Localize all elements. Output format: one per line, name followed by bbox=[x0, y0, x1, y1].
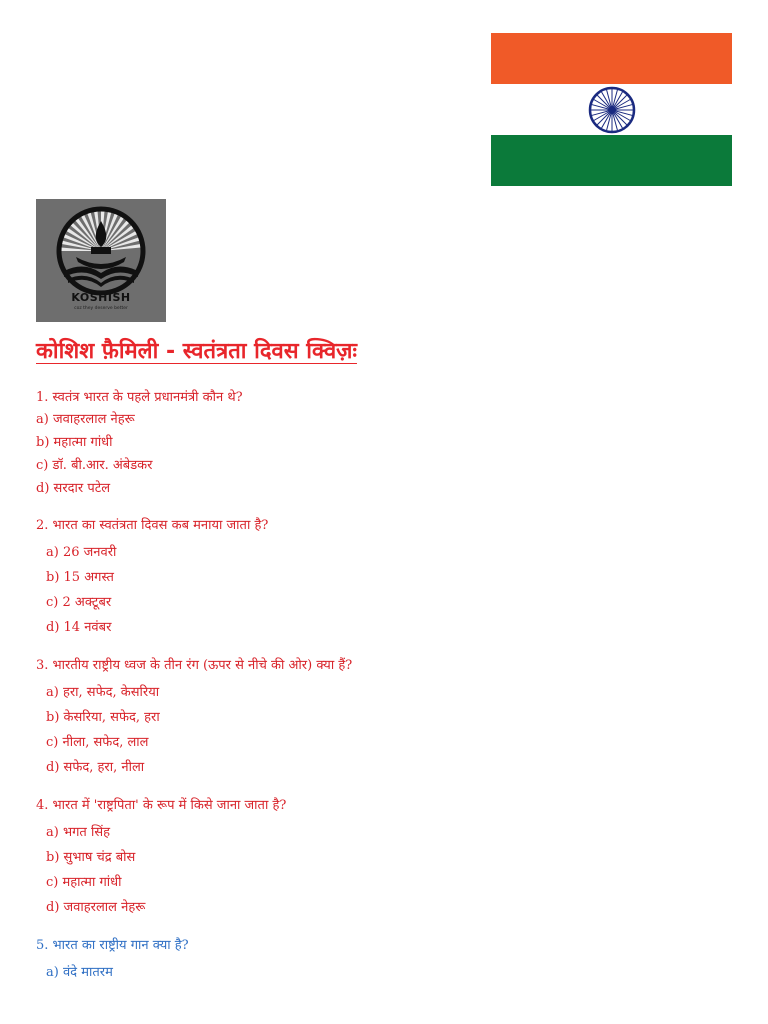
question-5 bbox=[36, 936, 736, 985]
ashoka-chakra-icon bbox=[587, 85, 637, 135]
option-d: d) 14 नवंबर bbox=[46, 620, 112, 635]
option-c: c) महात्मा गांधी bbox=[46, 875, 122, 890]
flag-saffron-band bbox=[491, 33, 732, 84]
quiz-questions bbox=[36, 388, 736, 1001]
option-d: d) सरदार पटेल bbox=[36, 481, 111, 496]
option-a: a) वंदे मातरम bbox=[46, 965, 113, 980]
option-a: a) भगत सिंह bbox=[46, 825, 111, 840]
quiz-title: कोशिश फ़ैमिली - स्वतंत्रता दिवस क्विज़ः bbox=[36, 339, 357, 364]
option-d: d) जवाहरलाल नेहरू bbox=[46, 900, 146, 915]
koshish-logo bbox=[36, 199, 166, 322]
question-text: 2. भारत का स्वतंत्रता दिवस कब मनाया जाता है? bbox=[36, 518, 269, 533]
flag-green-band bbox=[491, 135, 732, 186]
option-b: b) सुभाष चंद्र बोस bbox=[46, 850, 136, 865]
logo-tagline: coz they deserve better bbox=[74, 306, 128, 311]
question-2 bbox=[36, 516, 736, 640]
question-3 bbox=[36, 656, 736, 780]
indian-flag bbox=[491, 33, 732, 186]
question-text: 3. भारतीय राष्ट्रीय ध्वज के तीन रंग (ऊपर से नीचे की ओर) क्या हैं? bbox=[36, 658, 353, 673]
option-c: c) नीला, सफेद, लाल bbox=[46, 735, 149, 750]
option-a: a) हरा, सफेद, केसरिया bbox=[46, 685, 160, 700]
question-4 bbox=[36, 796, 736, 920]
logo-name: KOSHISH bbox=[71, 291, 131, 304]
flag-white-band bbox=[491, 84, 732, 135]
option-c: c) डॉ. बी.आर. अंबेडकर bbox=[36, 458, 153, 473]
option-d: d) सफेद, हरा, नीला bbox=[46, 760, 145, 775]
question-1 bbox=[36, 388, 736, 500]
option-a: a) 26 जनवरी bbox=[46, 545, 117, 560]
option-a: a) जवाहरलाल नेहरू bbox=[36, 412, 135, 427]
option-b: b) 15 अगस्त bbox=[46, 570, 114, 585]
question-text: 5. भारत का राष्ट्रीय गान क्या है? bbox=[36, 938, 189, 953]
option-c: c) 2 अक्टूबर bbox=[46, 595, 112, 610]
option-b: b) केसरिया, सफेद, हरा bbox=[46, 710, 160, 725]
option-b: b) महात्मा गांधी bbox=[36, 435, 113, 450]
question-text: 4. भारत में 'राष्ट्रपिता' के रूप में किसे जाना जाता है? bbox=[36, 798, 287, 813]
question-text: 1. स्वतंत्र भारत के पहले प्रधानमंत्री कौन थे? bbox=[36, 390, 243, 405]
